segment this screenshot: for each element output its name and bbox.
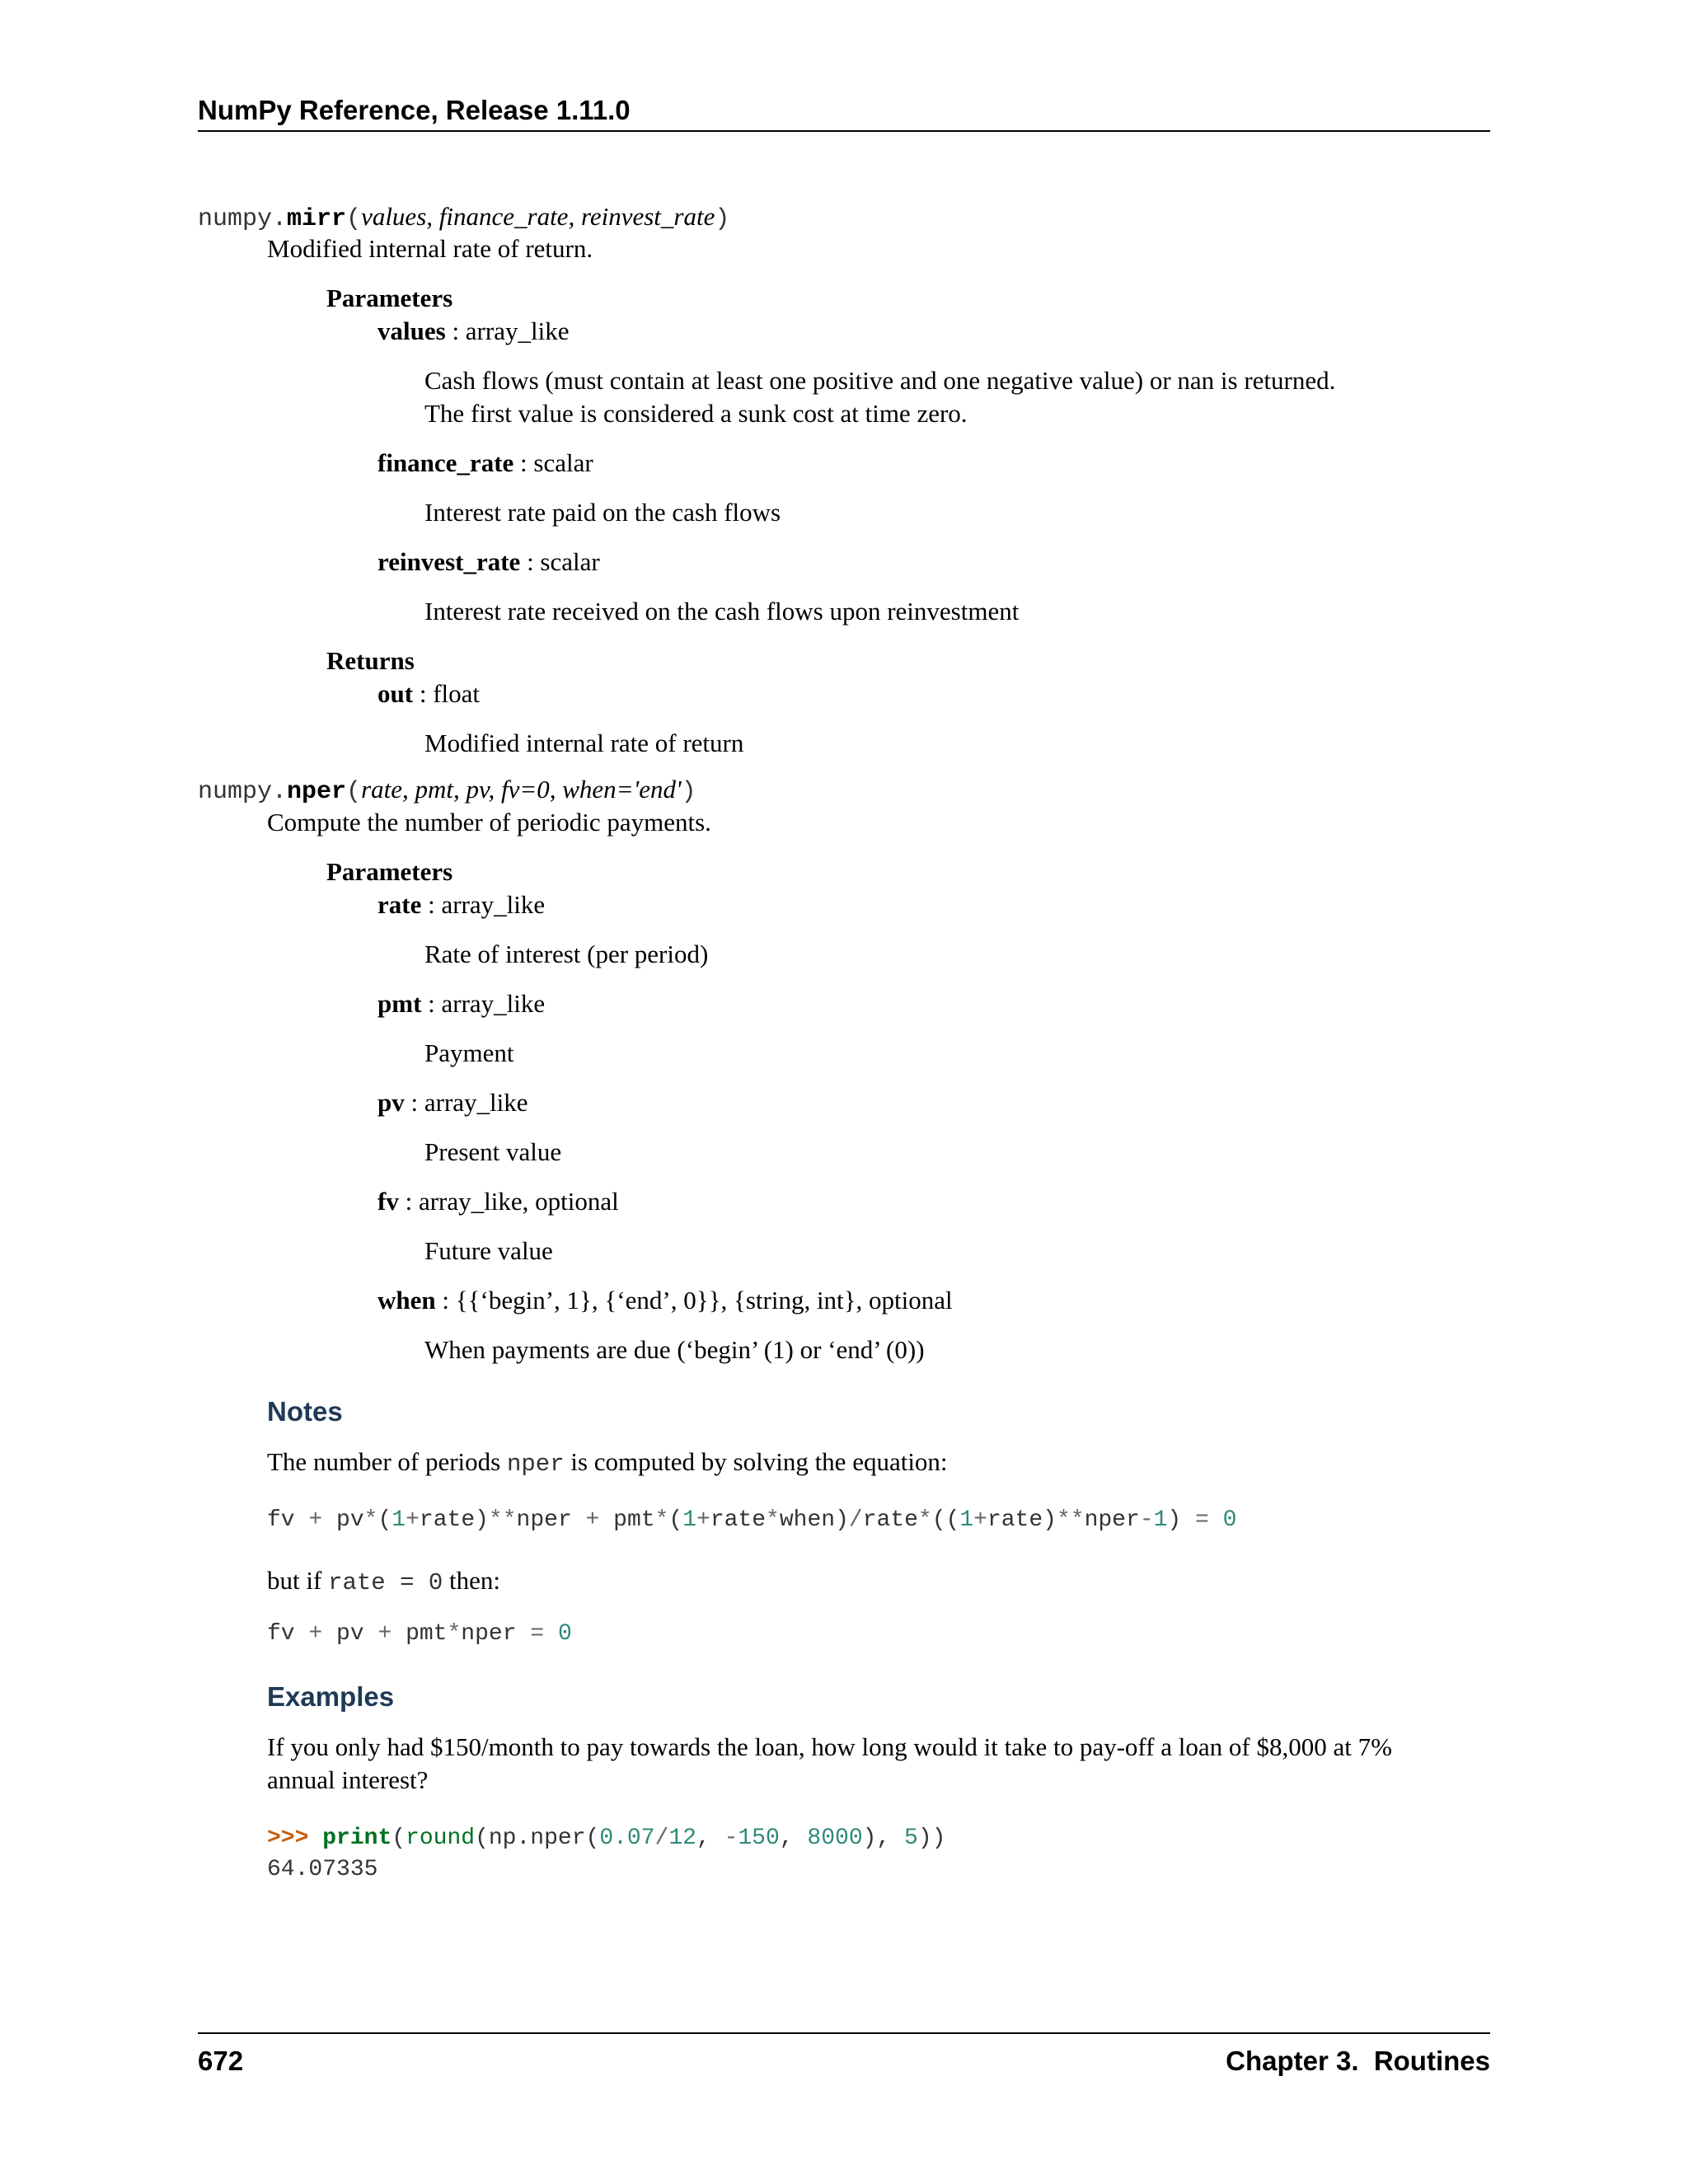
mirr-open-paren: (: [346, 205, 362, 233]
mirr-return-out: out : float: [377, 679, 480, 708]
eq2-code: fv + pv + pmt*nper = 0: [267, 1621, 572, 1647]
nper-open-paren: (: [346, 778, 362, 806]
document-page: [198, 0, 1490, 2184]
mirr-summary: Modified internal rate of return.: [267, 234, 593, 263]
nper-close-paren: ): [681, 778, 696, 806]
mirr-parameters-label: Parameters: [326, 284, 453, 312]
nper-param-pv-desc: Present value: [424, 1137, 562, 1166]
notes-rate-zero: but if rate = 0 then:: [267, 1566, 501, 1596]
nper-param-when-desc: When payments are due (‘begin’ (1) or ‘end’ (0)): [424, 1335, 925, 1364]
mirr-param-values-desc-1: Cash flows (must contain at least one positive and one negative value) or nan is returned.: [424, 366, 1336, 395]
nper-parameters-label: Parameters: [326, 857, 453, 886]
mirr-args: values, finance_rate, reinvest_rate: [361, 202, 715, 231]
nper-param-fv-desc: Future value: [424, 1236, 553, 1265]
mirr-returns-label: Returns: [326, 646, 415, 675]
eq1-code: fv + pv*(1+rate)**nper + pmt*(1+rate*when)/rate*((1+rate)**nper-1) = 0: [267, 1507, 1237, 1533]
running-header: [198, 92, 1490, 132]
nper-signature: [198, 773, 696, 808]
nper-param-pv: pv : array_like: [377, 1088, 528, 1117]
chapter-label: Chapter 3. Routines: [1226, 2046, 1490, 2076]
notes-intro: The number of periods nper is computed by solving the equation:: [267, 1447, 948, 1478]
examples-code-line: [267, 1823, 945, 1854]
nper-param-pmt: pmt : array_like: [377, 989, 546, 1018]
examples-heading: Examples: [267, 1681, 395, 1712]
mirr-module: numpy.: [198, 205, 288, 233]
nper-param-fv: fv : array_like, optional: [377, 1187, 619, 1216]
mirr-param-finance-rate: finance_rate : scalar: [377, 448, 593, 477]
nper-args: rate, pmt, pv, fv=0, when='end': [361, 775, 682, 804]
nper-param-rate-desc: Rate of interest (per period): [424, 940, 709, 968]
mirr-signature: [198, 200, 729, 236]
examples-output: 64.07335: [267, 1857, 378, 1882]
mirr-return-out-desc: Modified internal rate of return: [424, 729, 744, 757]
notes-equation-1: [267, 1505, 1236, 1536]
examples-text-line-1: If you only had $150/month to pay towards the loan, how long would it take to pay-off a loan of $8,000 at 7%: [267, 1732, 1392, 1761]
notes-equation-2: [267, 1619, 572, 1650]
running-footer: [198, 2032, 1490, 2076]
page-number: 672: [198, 2046, 244, 2076]
notes-heading: Notes: [267, 1396, 343, 1427]
examples-text-line-2: annual interest?: [267, 1765, 429, 1794]
mirr-param-reinvest-rate-desc: Interest rate received on the cash flows upon reinvestment: [424, 597, 1020, 626]
mirr-function-name: mirr: [287, 205, 347, 233]
nper-module: numpy.: [198, 778, 288, 806]
mirr-param-reinvest-rate: reinvest_rate : scalar: [377, 547, 600, 576]
nper-summary: Compute the number of periodic payments.: [267, 808, 711, 837]
example-code: >>> print(round(np.nper(0.07/12, -150, 8000), 5)): [267, 1825, 946, 1851]
mirr-param-values-desc-2: The first value is considered a sunk cost at time zero.: [424, 399, 968, 428]
nper-param-pmt-desc: Payment: [424, 1038, 514, 1067]
mirr-close-paren: ): [715, 205, 730, 233]
mirr-param-values: values : array_like: [377, 316, 570, 345]
nper-function-name: nper: [287, 778, 347, 806]
nper-param-when: when : {{‘begin’, 1}, {‘end’, 0}}, {string, int}, optional: [377, 1286, 953, 1315]
mirr-param-finance-rate-desc: Interest rate paid on the cash flows: [424, 498, 781, 527]
nper-param-rate: rate : array_like: [377, 890, 546, 919]
header-title: NumPy Reference, Release 1.11.0: [198, 95, 631, 125]
